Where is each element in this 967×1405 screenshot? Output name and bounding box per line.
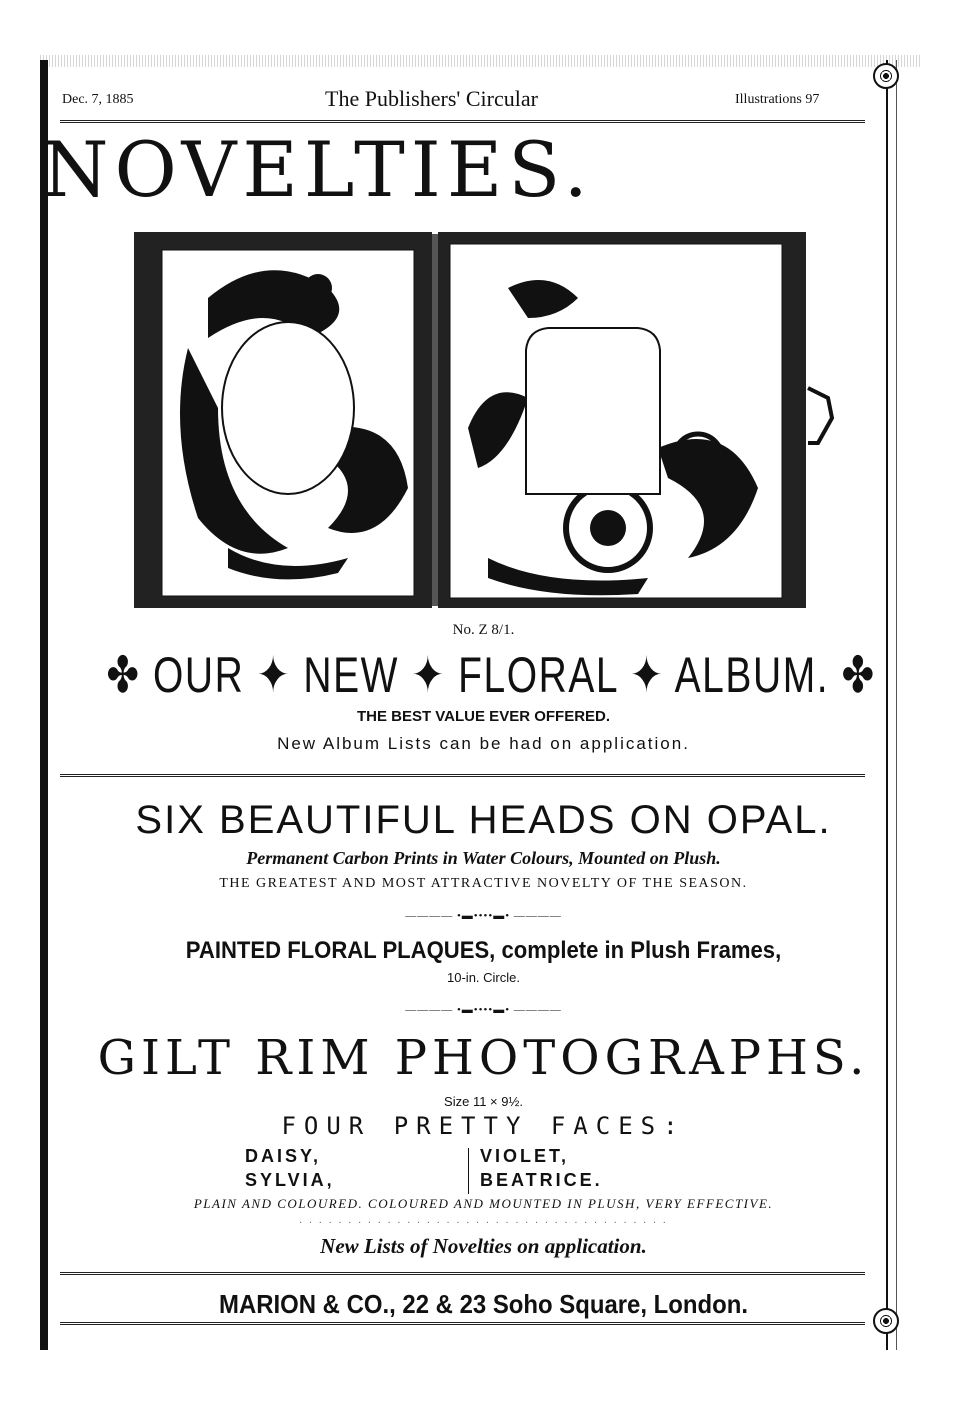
name-sylvia: SYLVIA, [245, 1170, 335, 1190]
best-value-line: THE BEST VALUE EVER OFFERED. [356, 708, 611, 725]
greatest-novelty-line: THE GREATEST AND MOST ATTRACTIVE NOVELTY OF THE SEASON. [219, 876, 748, 891]
names-right-column [480, 1144, 603, 1192]
painted-plaques-heading: PAINTED FLORAL PLAQUES, complete in Plush Frames, [185, 937, 782, 964]
gilt-rim-heading: GILT RIM PHOTOGRAPHS. [97, 1030, 870, 1086]
plain-coloured-line: PLAIN AND COLOURED. COLOURED AND MOUNTED IN PLUSH, VERY EFFECTIVE. [193, 1196, 774, 1211]
page-right-edge [886, 60, 897, 1350]
permanent-carbon-line: Permanent Carbon Prints in Water Colours, Mounted on Plush. [246, 848, 721, 868]
album-title: ✤ OUR ✦ NEW ✦ FLORAL ✦ ALBUM. ✤ [106, 647, 876, 703]
name-beatrice: BEATRICE. [480, 1170, 603, 1190]
catalog-number: No. Z 8/1. [452, 622, 515, 638]
name-daisy: DAISY, [245, 1146, 322, 1166]
header-page-label: Illustrations 97 [735, 92, 820, 107]
names-divider [468, 1148, 469, 1194]
page-title: NOVELTIES. [42, 125, 594, 214]
name-violet: VIOLET, [480, 1146, 570, 1166]
dotted-divider: · · · · · · · · · · · · · · · · · · · · · · · · · · · · · · · · · · · · · · [298, 1218, 669, 1229]
section-rule-2 [60, 1272, 865, 1275]
page-left-edge [40, 60, 48, 1350]
album-spine [432, 234, 438, 606]
album-lists-line: New Album Lists can be had on application. [277, 734, 690, 753]
section-rule-1 [60, 774, 865, 777]
footer-rule [60, 1322, 865, 1325]
plaque-size-line: 10-in. Circle. [447, 970, 520, 985]
ornament-divider-1: ———— •▬••••▬• ———— [405, 910, 562, 922]
six-heads-heading: SIX BEAUTIFUL HEADS ON OPAL. [135, 798, 832, 842]
floral-album-illustration [128, 228, 848, 618]
oval-photo-window [222, 322, 354, 494]
header-publication: The Publishers' Circular [325, 86, 538, 111]
header-date: Dec. 7, 1885 [62, 92, 134, 107]
publisher-address: MARION & CO., 22 & 23 Soho Square, London. [219, 1289, 748, 1319]
novelty-lists-line: New Lists of Novelties on application. [320, 1234, 647, 1258]
album-clasp [808, 388, 832, 443]
ornament-divider-2: ———— •▬••••▬• ———— [405, 1004, 562, 1016]
four-faces-heading: FOUR PRETTY FACES: [281, 1112, 686, 1140]
names-left-column [245, 1144, 335, 1192]
rosette-ornament-top [873, 63, 899, 89]
photograph-size-line: Size 11 × 9½. [444, 1094, 523, 1109]
page-top-edge [40, 55, 920, 67]
header-rule [60, 120, 865, 123]
arched-photo-window [526, 328, 660, 494]
